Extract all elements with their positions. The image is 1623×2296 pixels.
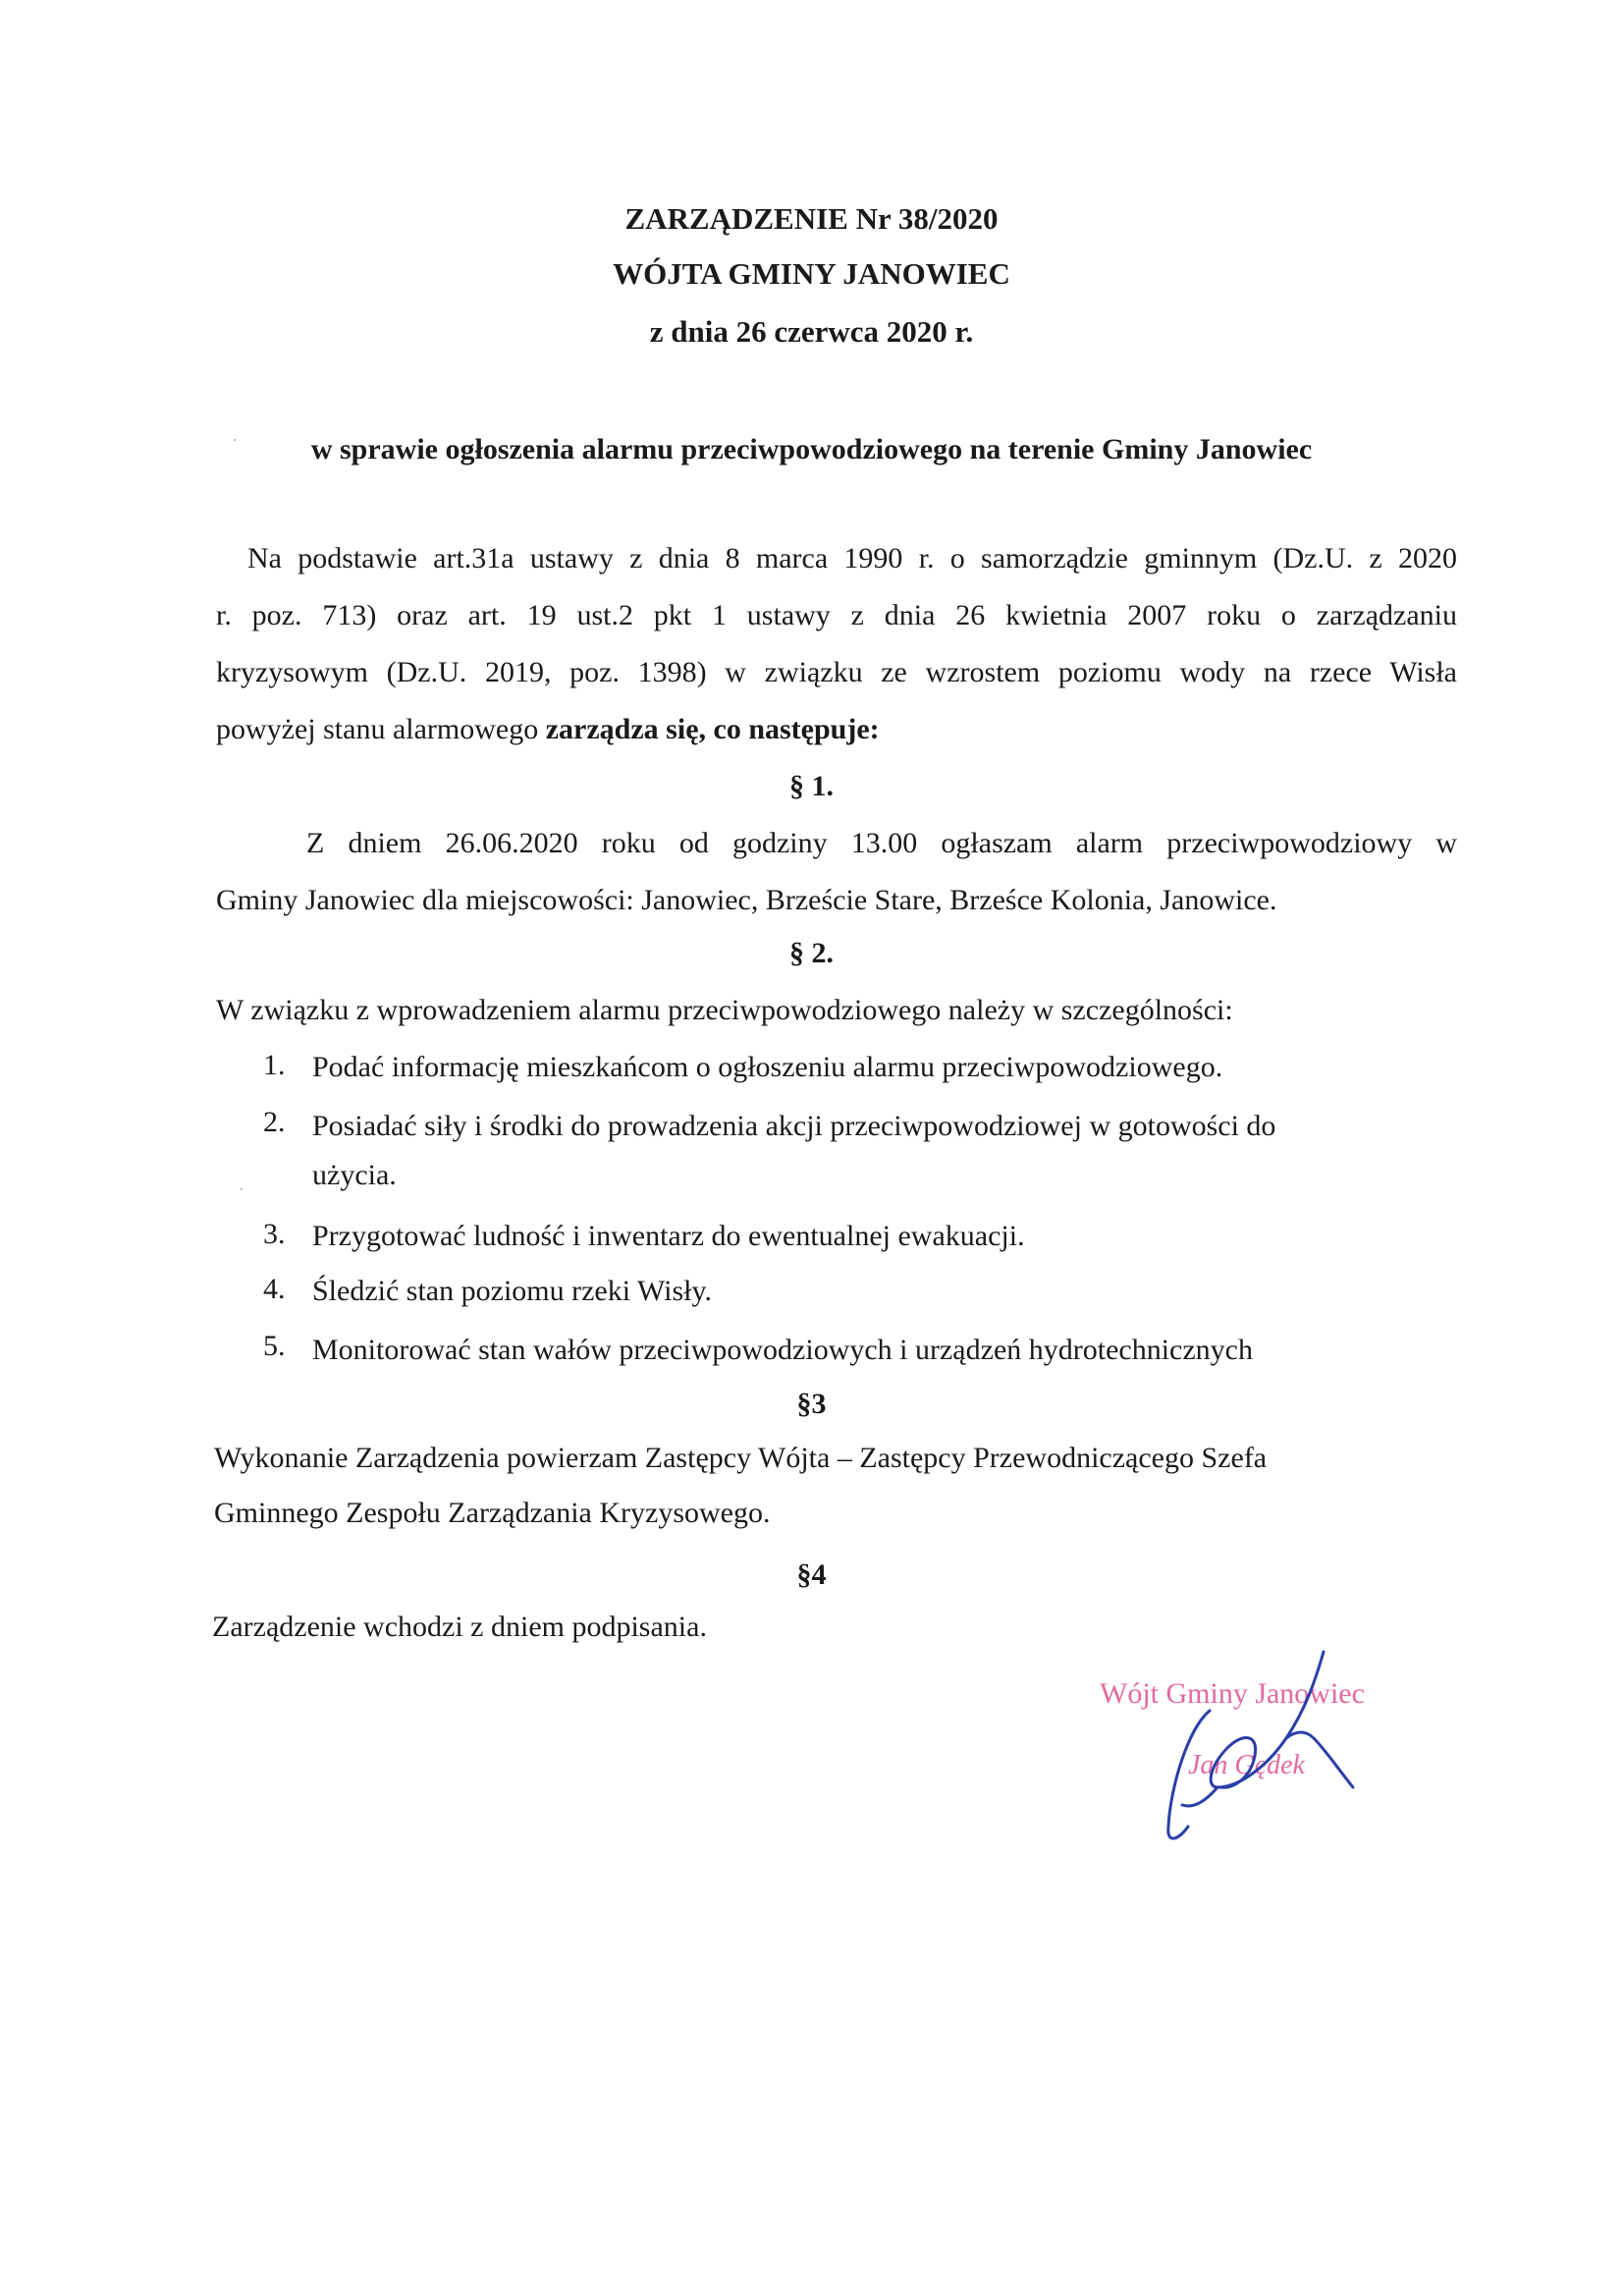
section-4-line-1: Zarządzenie wchodzi z dniem podpisania. <box>212 1611 707 1643</box>
official-stamp-name: Jan Gędek <box>1188 1750 1305 1780</box>
list-item-text: Podać informację mieszkańcom o ogłoszeniu alarmu przeciwpowodziowego. <box>312 1051 1223 1083</box>
section-3-line-2: Gminnego Zespołu Zarządzania Kryzysowego. <box>214 1497 771 1529</box>
preamble-line-4 <box>216 713 880 746</box>
list-item-number: 1. <box>263 1049 286 1081</box>
section-1-line-1: Z dniem 26.06.2020 roku od godziny 13.00 ogłaszam alarm przeciwpowodziowy w <box>306 827 1457 859</box>
document-subject: w sprawie ogłoszenia alarmu przeciwpowodziowego na terenie Gminy Janowiec <box>310 433 1313 465</box>
section-1-line-2: Gminy Janowiec dla miejscowości: Janowiec, Brzeście Stare, Brześce Kolonia, Janowice. <box>216 884 1277 916</box>
section-2-title: § 2. <box>789 937 834 969</box>
list-item-text: Monitorować stan wałów przeciwpowodziowych i urządzeń hydrotechnicznych <box>312 1334 1253 1366</box>
scan-speck <box>234 439 236 441</box>
list-item-text-continued: użycia. <box>312 1159 397 1191</box>
section-3-line-1: Wykonanie Zarządzenia powierzam Zastępcy Wójta – Zastępcy Przewodniczącego Szefa <box>214 1442 1268 1474</box>
document-date: z dnia 26 czerwca 2020 r. <box>649 314 974 349</box>
list-item-number: 5. <box>263 1330 286 1362</box>
list-item-number: 3. <box>263 1218 286 1250</box>
list-item-text: Przygotować ludność i inwentarz do ewentualnej ewakuacji. <box>312 1220 1025 1252</box>
section-4-title: §4 <box>796 1558 827 1591</box>
handwritten-signature <box>1149 1640 1384 1856</box>
preamble-line-1: Na podstawie art.31a ustawy z dnia 8 marca 1990 r. o samorządzie gminnym (Dz.U. z 2020 <box>247 542 1457 574</box>
preamble-decision: zarządza się, co następuje: <box>545 713 880 745</box>
preamble-line-4-text: powyżej stanu alarmowego <box>216 713 546 745</box>
list-item-text: Śledzić stan poziomu rzeki Wisły. <box>312 1275 713 1307</box>
official-stamp-title: Wójt Gminy Janowiec <box>1100 1677 1365 1710</box>
section-2-intro: W związku z wprowadzeniem alarmu przeciwpowodziowego należy w szczególności: <box>216 994 1233 1026</box>
section-1-title: § 1. <box>789 770 834 802</box>
scan-speck <box>241 1188 243 1190</box>
preamble-line-3: kryzysowym (Dz.U. 2019, poz. 1398) w związku ze wzrostem poziomu wody na rzece Wisła <box>216 656 1457 688</box>
section-3-title: §3 <box>796 1388 827 1420</box>
issuer-title: WÓJTA GMINY JANOWIEC <box>613 256 1010 291</box>
list-item-number: 4. <box>263 1273 286 1305</box>
list-item-number: 2. <box>263 1106 286 1138</box>
document-title: ZARZĄDZENIE Nr 38/2020 <box>624 201 999 236</box>
list-item-text: Posiadać siły i środki do prowadzenia akcji przeciwpowodziowej w gotowości do <box>312 1110 1276 1142</box>
preamble-line-2: r. poz. 713) oraz art. 19 ust.2 pkt 1 ustawy z dnia 26 kwietnia 2007 roku o zarządzaniu <box>216 599 1457 631</box>
